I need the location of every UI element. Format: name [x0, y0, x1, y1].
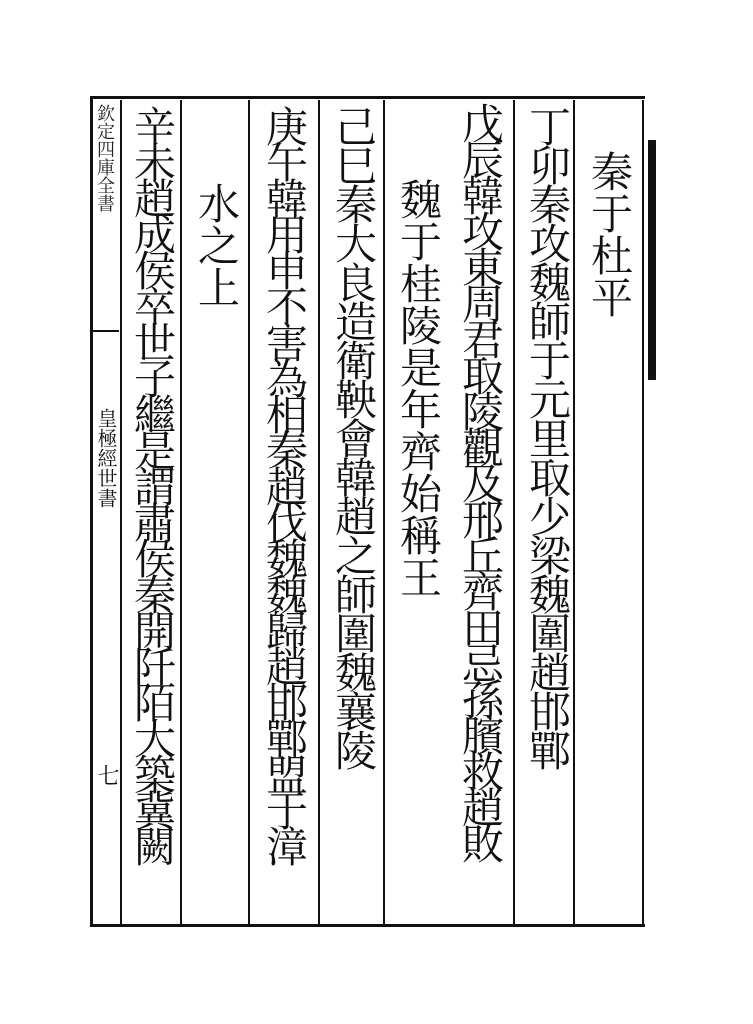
column-divider	[513, 100, 515, 924]
margin-fishtail	[93, 330, 119, 332]
text-column-7: 水之上	[192, 182, 241, 308]
margin-top-marks: 欽定四庫全書	[94, 104, 115, 212]
text-column-3: 戊辰韓攻東周君取陵觀及邢丘齊田忌孫臏救趙敗	[456, 102, 505, 858]
text-column-5: 己巳秦大良造衛鞅會韓趙之師圍魏襄陵	[329, 105, 378, 768]
frame-top-line	[90, 96, 645, 99]
column-divider	[248, 100, 250, 924]
frame-right-line	[642, 100, 644, 926]
margin-book-title: 皇極經世書	[94, 408, 118, 508]
column-divider	[318, 100, 320, 924]
column-divider	[573, 100, 575, 924]
column-divider	[383, 100, 385, 924]
text-column-1: 秦于杜平	[585, 150, 634, 318]
text-column-8: 辛未趙成侯卒世子繼是謂肅侯秦開阡陌大築冀闕	[128, 105, 177, 861]
margin-page-number: 七	[94, 764, 119, 786]
column-divider	[120, 100, 122, 924]
text-column-2: 丁卯秦攻魏師于元里取少梁魏圍趙邯鄲	[523, 105, 572, 768]
frame-right-thick-bar	[648, 140, 656, 380]
text-column-6: 庚午韓用申不害為相秦趙伐魏魏歸趙邯鄲盟于漳	[260, 105, 309, 861]
column-divider	[180, 100, 182, 924]
frame-bottom-line	[90, 924, 645, 927]
text-column-4: 魏于桂陵是年齊始稱王	[394, 178, 443, 598]
